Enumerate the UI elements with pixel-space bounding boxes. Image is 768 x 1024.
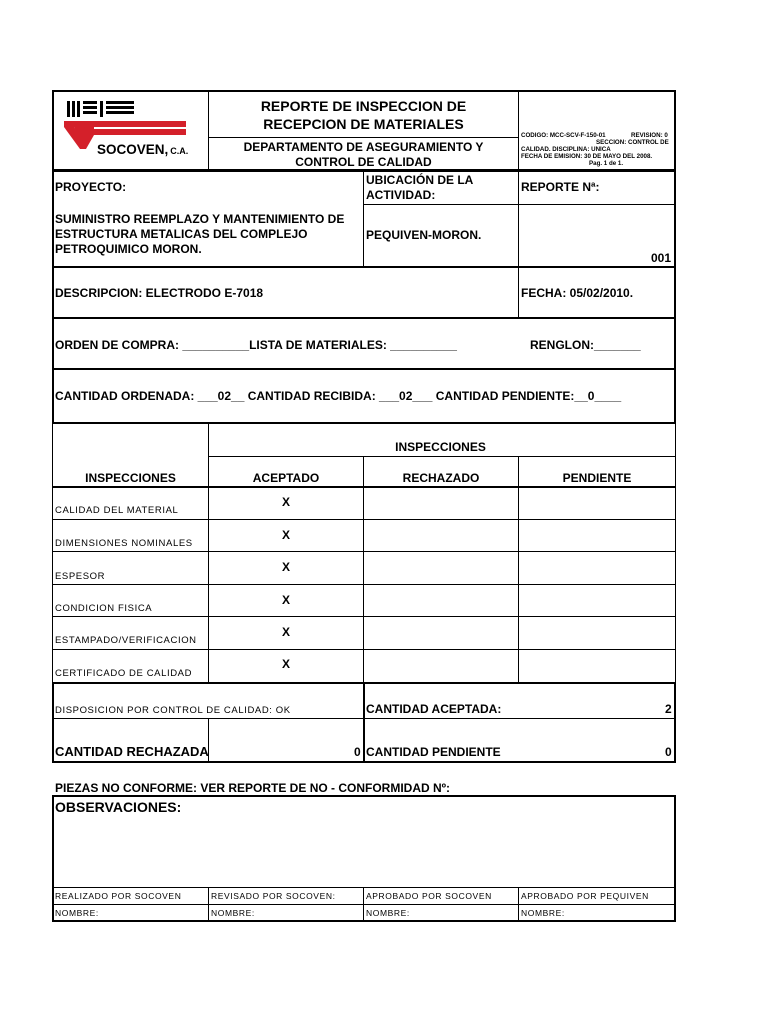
col-inspecciones: INSPECCIONES xyxy=(85,471,176,485)
proyecto-line2: ESTRUCTURA METALICAS DEL COMPLEJO xyxy=(55,227,308,241)
doc-revision: REVISION: 0 xyxy=(631,132,668,139)
table-row-item: DIMENSIONES NOMINALES xyxy=(55,538,193,549)
signature-name: NOMBRE: xyxy=(55,908,99,918)
company-suffix: C.A. xyxy=(170,146,189,156)
no-conforme-label: PIEZAS NO CONFORME: VER REPORTE DE NO - CONFORMIDAD Nº: xyxy=(55,781,451,795)
proyecto-line3: PETROQUIMICO MORON. xyxy=(55,242,202,256)
cantidad-pendiente-label: CANTIDAD PENDIENTE xyxy=(366,745,501,759)
cantidad-pendiente-value: 0 xyxy=(665,745,672,759)
signature-role: APROBADO POR PEQUIVEN xyxy=(521,891,649,901)
divider xyxy=(208,423,209,683)
cantidades: CANTIDAD ORDENADA: ___02__ CANTIDAD RECIBIDA: ___02___ CANTIDAD PENDIENTE:__0____ xyxy=(55,389,622,403)
divider xyxy=(52,904,676,905)
row-divider xyxy=(52,649,676,650)
cantidad-aceptada-label: CANTIDAD ACEPTADA: xyxy=(366,702,502,716)
row-divider xyxy=(52,519,676,520)
descripcion: DESCRIPCION: ELECTRODO E-7018 xyxy=(55,286,264,300)
signature-name: NOMBRE: xyxy=(211,908,255,918)
divider xyxy=(208,888,209,920)
inspecciones-group-header: INSPECCIONES xyxy=(395,440,486,454)
divider xyxy=(518,888,519,920)
divider xyxy=(208,137,518,138)
table-row-item: ESPESOR xyxy=(55,571,106,582)
ubicacion-value: PEQUIVEN-MORON. xyxy=(366,228,482,242)
table-row-item: CONDICION FISICA xyxy=(55,603,153,614)
observaciones-label: OBSERVACIONES: xyxy=(55,799,182,815)
col-aceptado: ACEPTADO xyxy=(252,471,320,485)
divider xyxy=(364,718,675,719)
divider xyxy=(363,888,364,920)
fecha: FECHA: 05/02/2010. xyxy=(521,286,634,300)
table-row-aceptado: X xyxy=(281,528,290,542)
reporte-label: REPORTE Nª: xyxy=(521,180,600,194)
ubicacion-label-2: ACTIVIDAD: xyxy=(366,188,436,202)
divider xyxy=(518,91,519,171)
doc-issue-date: FECHA DE EMISION: 30 DE MAYO DEL 2008. xyxy=(521,153,653,160)
divider xyxy=(518,267,519,318)
doc-page: Pag. 1 de 1. xyxy=(589,160,624,167)
report-title-line1: REPORTE DE INSPECCION DE xyxy=(260,98,467,114)
signature-name: NOMBRE: xyxy=(521,908,565,918)
row-divider xyxy=(52,551,676,552)
divider xyxy=(52,718,363,719)
table-row-aceptado: X xyxy=(281,560,290,574)
doc-code: CODIGO: MCC-SCV-F-150-01 xyxy=(521,132,606,139)
table-row-aceptado: X xyxy=(281,495,290,509)
signature-role: REVISADO POR SOCOVEN: xyxy=(211,891,336,901)
table-row-aceptado: X xyxy=(281,625,290,639)
col-pendiente: PENDIENTE xyxy=(562,471,632,485)
row-divider xyxy=(52,616,676,617)
divider xyxy=(52,486,676,488)
cantidad-rechazada-value: 0 xyxy=(354,745,361,759)
orden-compra: ORDEN DE COMPRA: __________LISTA DE MATERIALES: __________ xyxy=(55,338,457,352)
divider xyxy=(52,887,676,888)
table-row-item: CALIDAD DEL MATERIAL xyxy=(55,505,179,516)
table-row-aceptado: X xyxy=(281,657,290,671)
table-row-aceptado: X xyxy=(281,593,290,607)
divider xyxy=(363,204,675,205)
department-line2: CONTROL DE CALIDAD xyxy=(295,155,432,169)
doc-section: SECCION: CONTROL DE xyxy=(596,139,669,146)
col-rechazado: RECHAZADO xyxy=(402,471,480,485)
table-row-item: ESTAMPADO/VERIFICACION xyxy=(55,635,197,646)
company-name-text: SOCOVEN, xyxy=(97,142,169,157)
department-line1: DEPARTAMENTO DE ASEGURAMIENTO Y xyxy=(243,140,484,154)
disposicion: DISPOSICION POR CONTROL DE CALIDAD: OK xyxy=(55,705,291,716)
proyecto-line1: SUMINISTRO REEMPLAZO Y MANTENIMIENTO DE xyxy=(55,212,345,226)
doc-discipline: CALIDAD. DISCIPLINA: UNICA xyxy=(521,146,611,153)
divider xyxy=(518,171,519,267)
signature-name: NOMBRE: xyxy=(366,908,410,918)
renglon: RENGLON:_______ xyxy=(530,338,641,352)
signature-role: APROBADO POR SOCOVEN xyxy=(366,891,492,901)
cantidad-aceptada-value: 2 xyxy=(665,702,672,716)
reporte-value: 001 xyxy=(651,251,672,265)
ubicacion-label-1: UBICACIÓN DE LA xyxy=(366,173,474,187)
divider xyxy=(363,682,365,762)
proyecto-label: PROYECTO: xyxy=(55,180,127,194)
report-title-line2: RECEPCION DE MATERIALES xyxy=(263,116,464,132)
divider xyxy=(363,171,364,267)
signature-role: REALIZADO POR SOCOVEN xyxy=(55,891,182,901)
company-name xyxy=(97,143,188,157)
table-row-item: CERTIFICADO DE CALIDAD xyxy=(55,668,193,679)
cantidad-rechazada-label: CANTIDAD RECHAZADA xyxy=(55,744,209,759)
divider xyxy=(208,456,675,457)
row-divider xyxy=(52,584,676,585)
